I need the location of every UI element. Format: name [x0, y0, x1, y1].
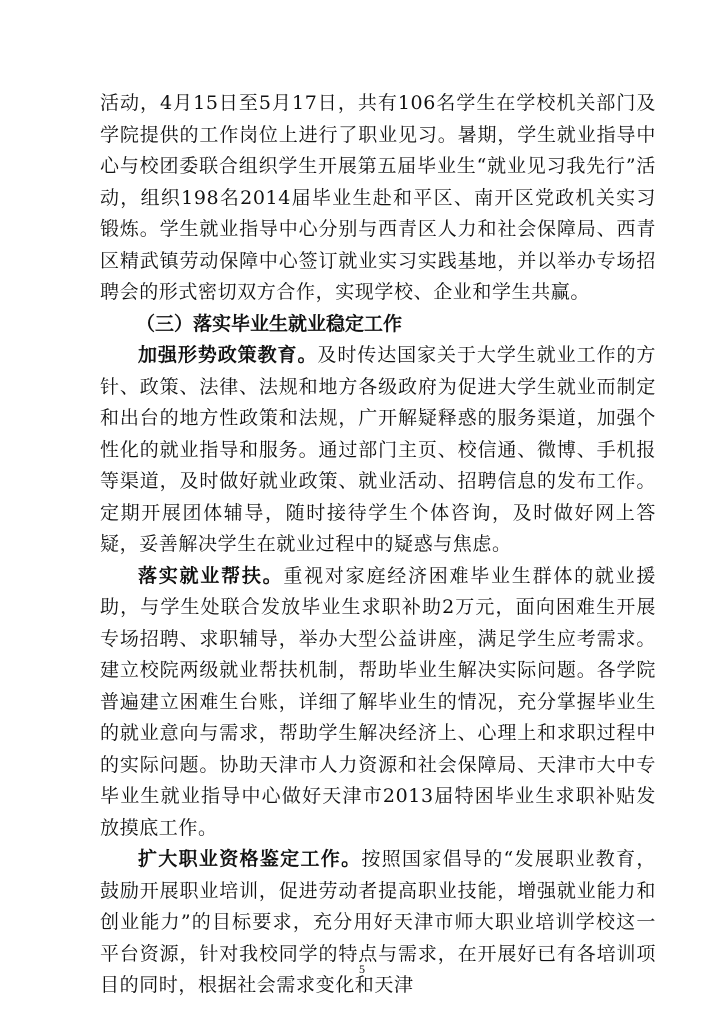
paragraph-lead: 扩大职业资格鉴定工作。 — [138, 848, 362, 870]
paragraph-body: 重视对家庭经济困难毕业生群体的就业援助，与学生处联合发放毕业生求职补助2万元，面向困难生开展专场招聘、求职辅导，举办大型公益讲座，满足学生应考需求。建立校院两级就业帮扶机制，帮助毕业生解决实际问题。各学院普遍建立困难生台账，详细了解毕业生的情况，充分掌握毕业生的就业意向与需求，帮助学生解决经济上、心理上和求职过程中的实际问题。协助天津市人力资源和社会保障局、天津市大中专毕业生就业指导中心做好天津市2013届特困毕业生求职补贴发放摸底工作。 — [100, 564, 656, 839]
page-number: 5 — [359, 962, 365, 976]
paragraph-body: 按照国家倡导的“发展职业教育，鼓励开展职业培训，促进劳动者提高职业技能，增强就业能力和创业能力”的目标要求，充分用好天津市师大职业培训学校这一平台资源，针对我校同学的特点与需求，在开展好已有各培训项目的同时，根据社会需求变化和天津 — [100, 848, 657, 996]
body-text — [100, 88, 656, 1002]
paragraph-lead: 落实就业帮扶。 — [138, 564, 284, 587]
paragraph-internship: 活动，4月15日至5月17日，共有106名学生在学校机关部门及学院提供的工作岗位上进行了职业见习。暑期，学生就业指导中心与校团委联合组织学生开展第五届毕业生“就业见习我先行”活动，组织198名2014届毕业生赴和平区、南开区党政机关实习锻炼。学生就业指导中心分别与西青区人力和社会保障局、西青区精武镇劳动保障中心签订就业实习实践基地，并以举办专场招聘会的形式密切双方合作，实现学校、企业和学生共赢。 — [100, 92, 656, 303]
paragraph-employment-assistance — [100, 561, 656, 845]
paragraph-lead: 加强形势政策教育。 — [138, 344, 318, 366]
paragraph-policy-education — [100, 340, 656, 561]
paragraph-qualification — [100, 844, 656, 1002]
section-heading: （三）落实毕业生就业稳定工作 — [136, 312, 403, 335]
paragraph-body: 及时传达国家关于大学生就业工作的方针、政策、法律、法规和地方各级政府为促进大学生就业而制定和出台的地方性政策和法规，广开解疑释惑的服务渠道，加强个性化的就业指导和服务。通过部门主页、校信通、微博、手机报等渠道，及时做好就业政策、就业活动、招聘信息的发布工作。定期开展团体辅导，随时接待学生个体咨询，及时做好网上答疑，妥善解决学生在就业过程中的疑惑与焦虑。 — [100, 344, 656, 555]
